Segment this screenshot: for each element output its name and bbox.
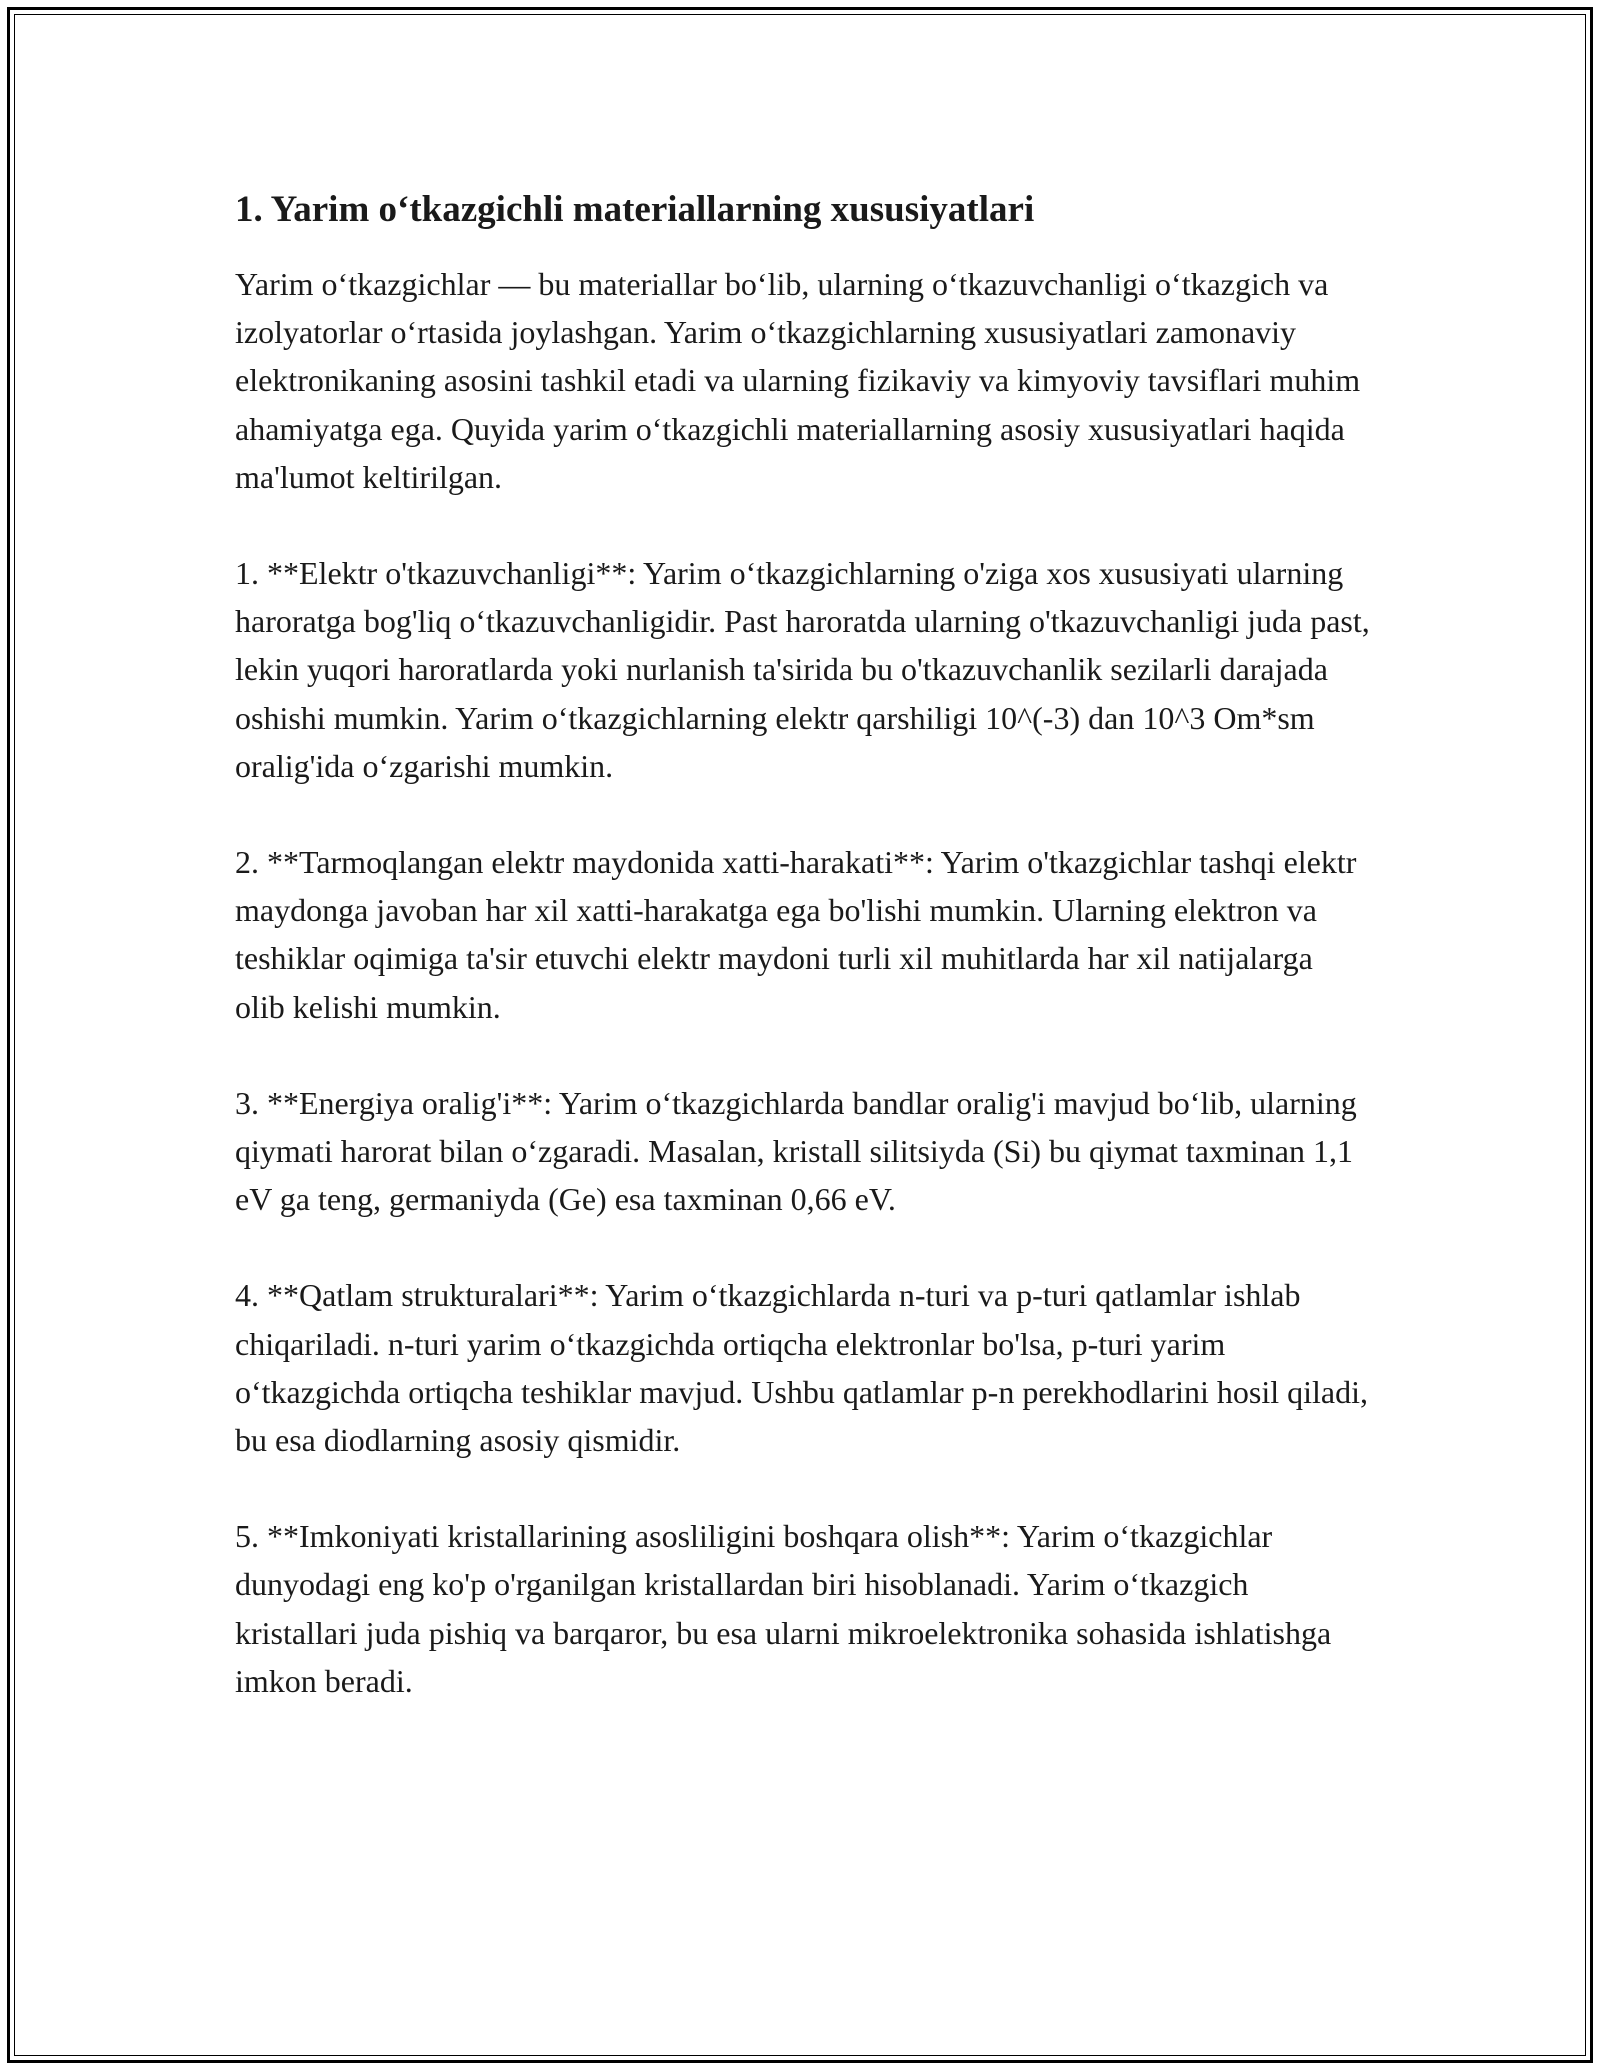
paragraph-electric-field-behavior: 2. **Tarmoqlangan elektr maydonida xatti-harakati**: Yarim o'tkazgichlar tashqi elektr maydonga javoban har xil xatti-harakatga ega bo'lishi mumkin. Ularning elektron va teshiklar oqimiga ta'sir etuvchi elektr maydoni turli xil muhitlarda har xil natijalarga olib kelishi mumkin. bbox=[235, 844, 1357, 1025]
paragraph-layer-structures: 4. **Qatlam strukturalari**: Yarim o‘tkazgichlarda n-turi va p-turi qatlamlar ishlab chiqariladi. n-turi yarim o‘tkazgichda ortiqcha elektronlar bo'lsa, p-turi yarim o‘tkazgichda ortiqcha teshiklar mavjud. Ushbu qatlamlar p-n perekhodlarini hosil qiladi, bu esa diodlarning asosiy qismidir. bbox=[235, 1277, 1369, 1459]
paragraph-electrical-conductivity: 1. **Elektr o'tkazuvchanligi**: Yarim o‘tkazgichlarning o'ziga xos xususiyati ularning haroratga bog'liq o‘tkazuvchanligidir. Past haroratda ularning o'tkazuvchanligi juda past, lekin yuqori haroratlarda yoki nurlanish ta'sirida bu o'tkazuvchanlik sezilarli darajada oshishi mumkin. Yarim o‘tkazgichlarning elektr qarshiligi 10^(-3) dan 10^3 Om*sm oralig'ida o‘zgarishi mumkin. bbox=[235, 555, 1370, 784]
document-body bbox=[235, 186, 1370, 1753]
section-heading: 1. Yarim o‘tkazgichli materiallarning xususiyatlari bbox=[235, 189, 1035, 230]
paragraph-crystal-control: 5. **Imkoniyati kristallarining asosliligini boshqara olish**: Yarim o‘tkazgichlar dunyodagi eng ko'p o'rganilgan kristallardan biri hisoblanadi. Yarim o‘tkazgich kristallari juda pishiq va barqaror, bu esa ularni mikroelektronika sohasida ishlatishga imkon beradi. bbox=[235, 1518, 1332, 1699]
paragraph-energy-gap: 3. **Energiya oralig'i**: Yarim o‘tkazgichlarda bandlar oralig'i mavjud bo‘lib, ularning qiymati harorat bilan o‘zgaradi. Masalan, kristall silitsiyda (Si) bu qiymat taxminan 1,1 eV ga teng, germaniyda (Ge) esa taxminan 0,66 eV. bbox=[235, 1084, 1357, 1218]
intro-paragraph: Yarim o‘tkazgichlar — bu materiallar bo‘lib, ularning o‘tkazuvchanligi o‘tkazgich va izolyatorlar o‘rtasida joylashgan. Yarim o‘tkazgichlarning xususiyatlari zamonaviy elektronikaning asosini tashkil etadi va ularning fizikaviy va kimyoviy tavsiflari muhim ahamiyatga ega. Quyida yarim o‘tkazgichli materiallarning asosiy xususiyatlari haqida ma'lumot keltirilgan. bbox=[235, 266, 1361, 495]
